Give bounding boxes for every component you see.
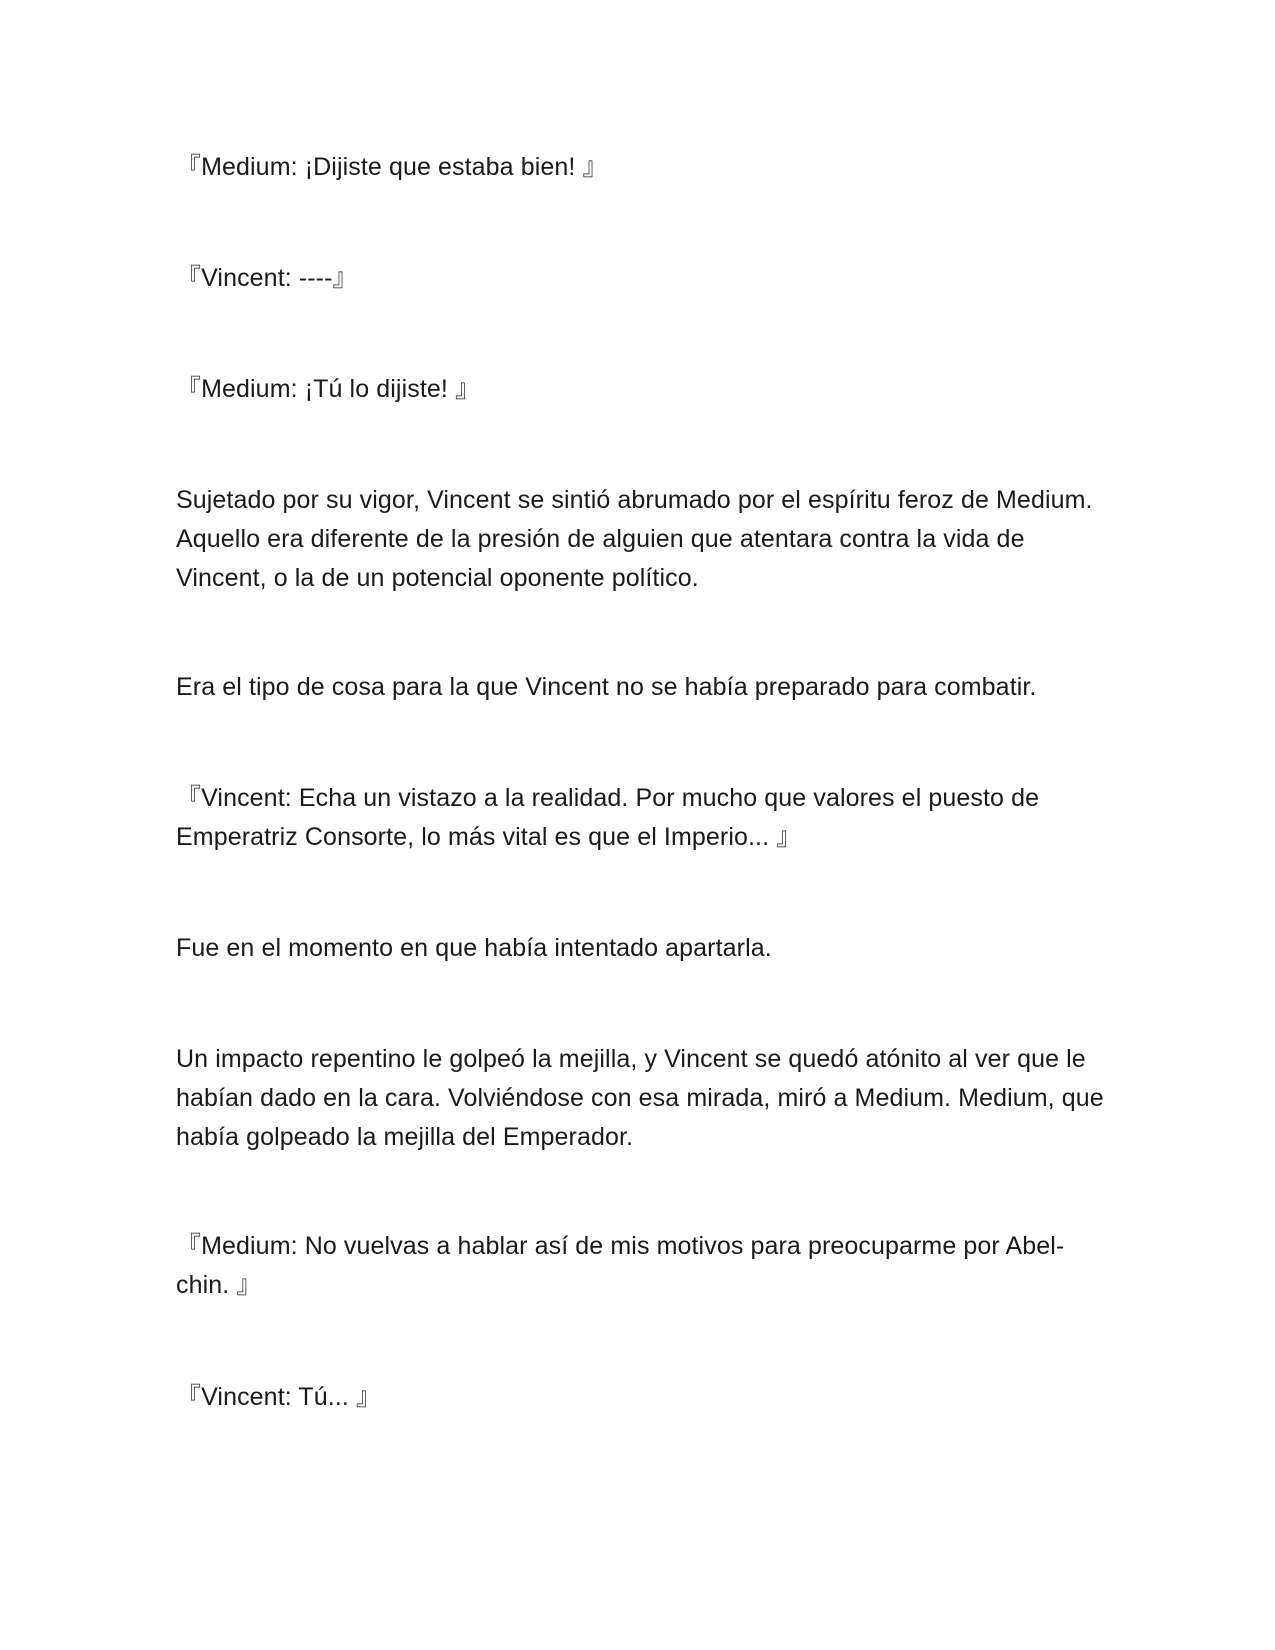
narration-paragraph-4: Un impacto repentino le golpeó la mejilla, y Vincent se quedó atónito al ver que le habían dado en la cara. Volviéndose con esa mirada, miró a Medium. Medium, que había golpeado la mejilla del Emperador. xyxy=(176,1045,1104,1151)
narration-paragraph-2: Era el tipo de cosa para la que Vincent no se había preparado para combatir. xyxy=(176,673,1037,701)
dialogue-medium-2: 『Medium: ¡Tú lo dijiste! 』 xyxy=(176,375,481,403)
dialogue-vincent-1: 『Vincent: ----』 xyxy=(176,264,358,292)
narration-paragraph-3: Fue en el momento en que había intentado apartarla. xyxy=(176,934,772,962)
dialogue-medium-3: 『Medium: No vuelvas a hablar así de mis motivos para preocuparme por Abel-chin. 』 xyxy=(176,1232,1065,1299)
narration-paragraph-1: Sujetado por su vigor, Vincent se sintió abrumado por el espíritu feroz de Medium. Aquello era diferente de la presión de alguien que atentara contra la vida de Vincent, o la de un potencial oponente político. xyxy=(176,486,1093,592)
dialogue-vincent-2: 『Vincent: Echa un vistazo a la realidad. Por mucho que valores el puesto de Emperatriz Consorte, lo más vital es que el Imperio... 』 xyxy=(176,784,1040,851)
dialogue-vincent-3: 『Vincent: Tú... 』 xyxy=(176,1383,382,1411)
dialogue-medium-1: 『Medium: ¡Dijiste que estaba bien! 』 xyxy=(176,153,608,181)
